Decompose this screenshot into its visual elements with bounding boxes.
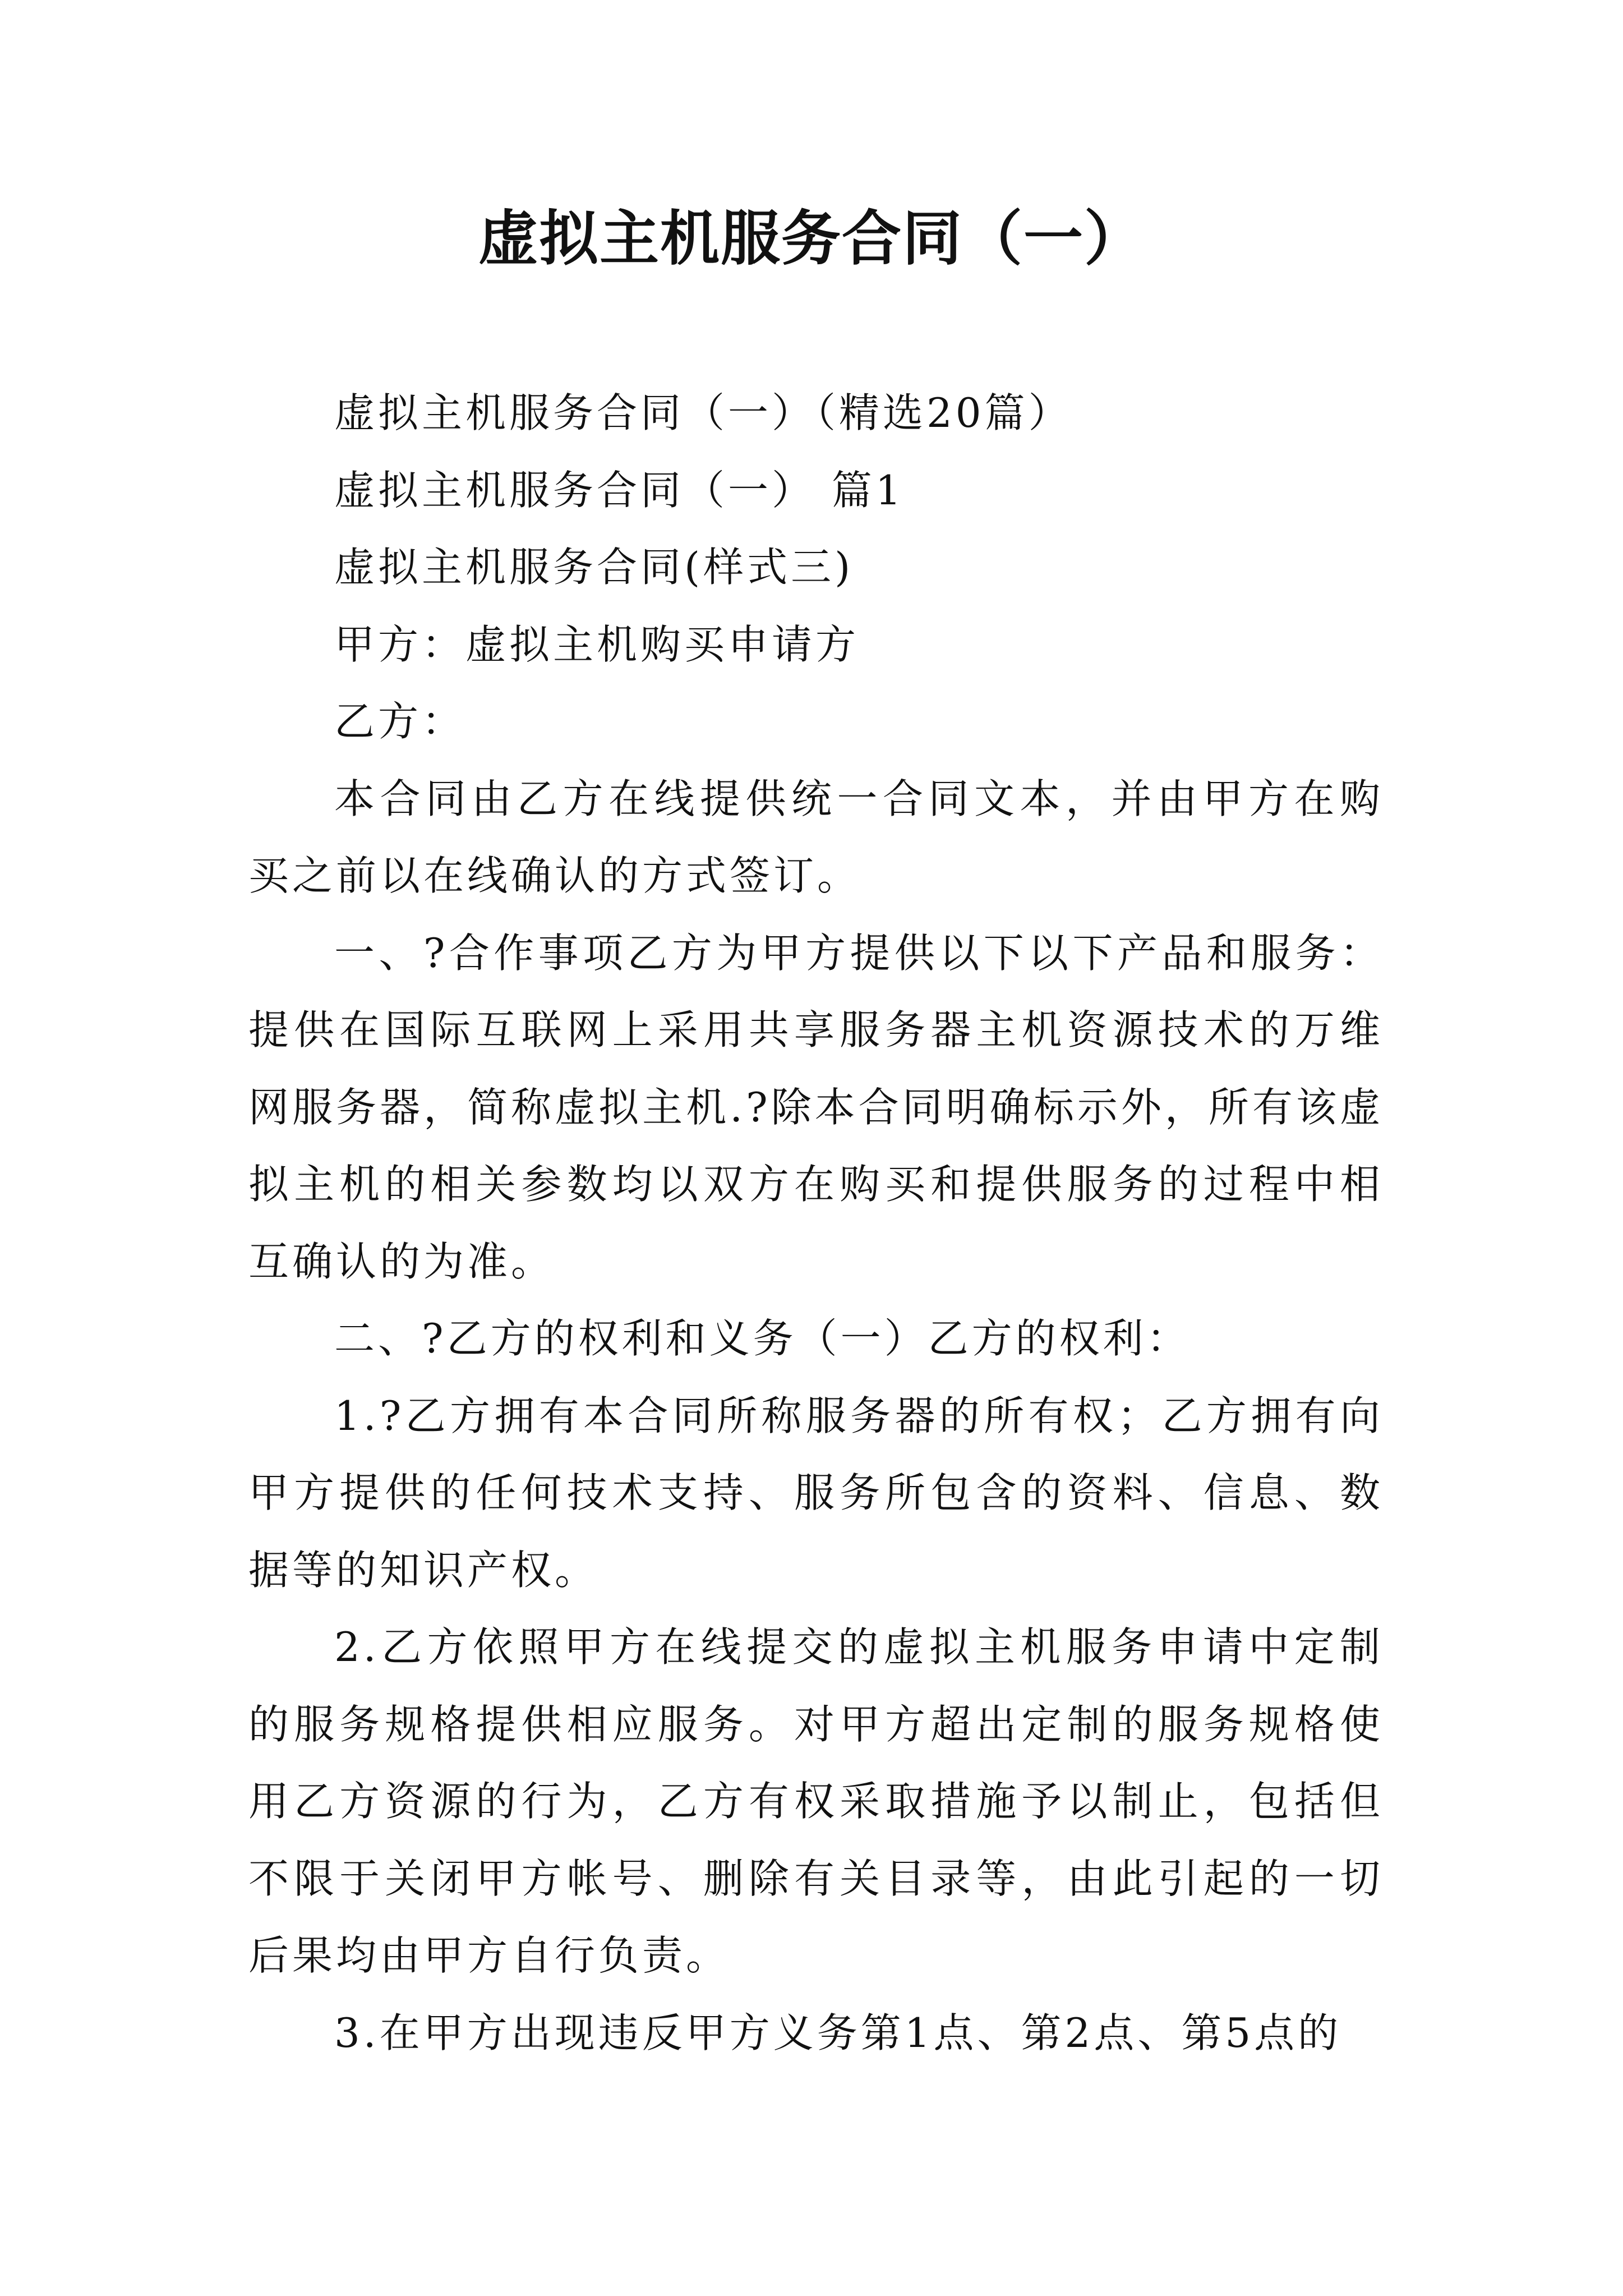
document-body	[248, 375, 1384, 2072]
paragraph-party-a: 甲方：虚拟主机购买申请方	[334, 620, 860, 668]
document-title: 虚拟主机服务合同（一）	[478, 203, 1145, 273]
paragraph-clause-2-heading: 二、?乙方的权利和义务（一）乙方的权利：	[334, 1315, 1191, 1362]
paragraph-subtitle: 虚拟主机服务合同（一）（精选20篇）	[334, 389, 1072, 436]
paragraph-clause-2-item-2: 2.乙方依照甲方在线提交的虚拟主机服务申请中定制的服务规格提供相应服务。对甲方超出定制的服务规格使用乙方资源的行为，乙方有权采取措施予以制止，包括但不限于关闭甲方帐号、删除有关目录等，由此引起的一切后果均由甲方自行负责。	[248, 1623, 1384, 1979]
paragraph-section-heading: 虚拟主机服务合同（一） 篇1	[334, 466, 905, 514]
paragraph-clause-2-item-3: 3.在甲方出现违反甲方义务第1点、第2点、第5点的	[334, 2009, 1342, 2056]
paragraph-preamble: 本合同由乙方在线提供统一合同文本，并由甲方在购买之前以在线确认的方式签订。	[248, 775, 1384, 899]
paragraph-party-b: 乙方：	[334, 698, 466, 745]
paragraph-contract-name: 虚拟主机服务合同(样式三)	[334, 544, 854, 591]
paragraph-clause-1: 一、?合作事项乙方为甲方提供以下以下产品和服务：提供在国际互联网上采用共享服务器主机资源技术的万维网服务器，简称虚拟主机.?除本合同明确标示外，所有该虚拟主机的相关参数均以双方在购买和提供服务的过程中相互确认的为准。	[248, 929, 1384, 1285]
paragraph-clause-2-item-1: 1.?乙方拥有本合同所称服务器的所有权；乙方拥有向甲方提供的任何技术支持、服务所包含的资料、信息、数据等的知识产权。	[248, 1392, 1384, 1594]
